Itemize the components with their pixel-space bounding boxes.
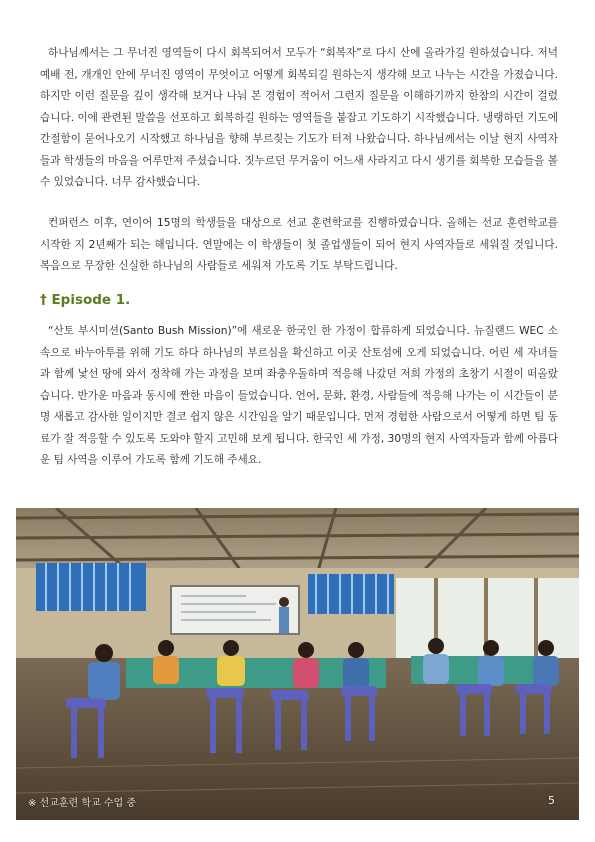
photo-caption: ※ 선교훈련 학교 수업 중 bbox=[28, 798, 137, 809]
body-paragraph: 하나님께서는 그 무너진 영역들이 다시 회복되어서 모두가 “회복자”로 다시 산에 올라가길 원하셨습니다. 저녁 예배 전, 개개인 안에 무너진 영역이 무엇이고 어떻게 회복되길 원하는지 생각해 보고 나누는 시간을 가졌습니다.하지만 이런 질문을 깊이 생각해 보거나 나눠 본 경험이 적어서 그런지 질문을 이해하기까지 한참의 시간이 걸렸습니다. 이에 관련된 말씀을 선포하고 회복하길 원하는 영역들을 붙잡고 기도하기 시작했습니다. 냉랭하던 기도에 간절함이 묻어나오기 시작했고 하나님을 향해 부르짖는 기도가 터져 나왔습니다. 하나님께서는 이날 현지 사역자들과 학생들의 마음을 어루만져 주셨습니다. 짓누르던 무거움이 어느새 사라지고 다시 생기를 회복한 모습들을 볼 수 있었습니다. 너무 감사했습니다. bbox=[40, 47, 558, 188]
episode-heading: † Episode 1. bbox=[40, 292, 131, 308]
body-paragraph: “산토 부시미션(Santo Bush Mission)”에 새로운 한국인 한 가정이 합류하게 되었습니다. 뉴질랜드 WEC 소속으로 바누아투를 위해 기도 하다 하나님의 부르심을 확신하고 이곳 산토섬에 오게 되었습니다. 어린 세 자녀들과 함께 낯선 땅에 와서 정착해 가는 과정을 보며 좌충우돌하며 적응해 나갔던 저희 가정의 초창기 시절이 떠올랐습니다. 반가운 마음과 동시에 짠한 마음이 들었습니다. 언어, 문화, 환경, 사람들에 적응해 나가는 이 시간들이 분명 새롭고 감사한 일이지만 결코 쉽지 않은 시간임을 알기 때문입니다. 먼저 경험한 사람으로서 어떻게 하면 팀 동료가 잘 적응할 수 있도록 도와야 할지 고민해 보게 됩니다. 한국인 세 가정, 30명의 현지 사역자들과 함께 아름다운 팀 사역을 이루어 가도록 함께 기도해 주세요. bbox=[40, 325, 558, 466]
classroom-photo-illustration bbox=[16, 508, 579, 820]
classroom-photo bbox=[16, 508, 579, 820]
body-paragraph: 컨퍼런스 이후, 연이어 15명의 학생들을 대상으로 선교 훈련학교를 진행하였습니다. 올해는 선교 훈련학교를 시작한 지 2년째가 되는 해입니다. 연말에는 이 학생들이 첫 졸업생들이 되어 현지 사역자들로 세워질 것입니다. 복음으로 무장한 신실한 하나님의 사람들로 세워져 가도록 기도 부탁드립니다. bbox=[40, 217, 558, 272]
page-number: 5 bbox=[548, 794, 555, 807]
